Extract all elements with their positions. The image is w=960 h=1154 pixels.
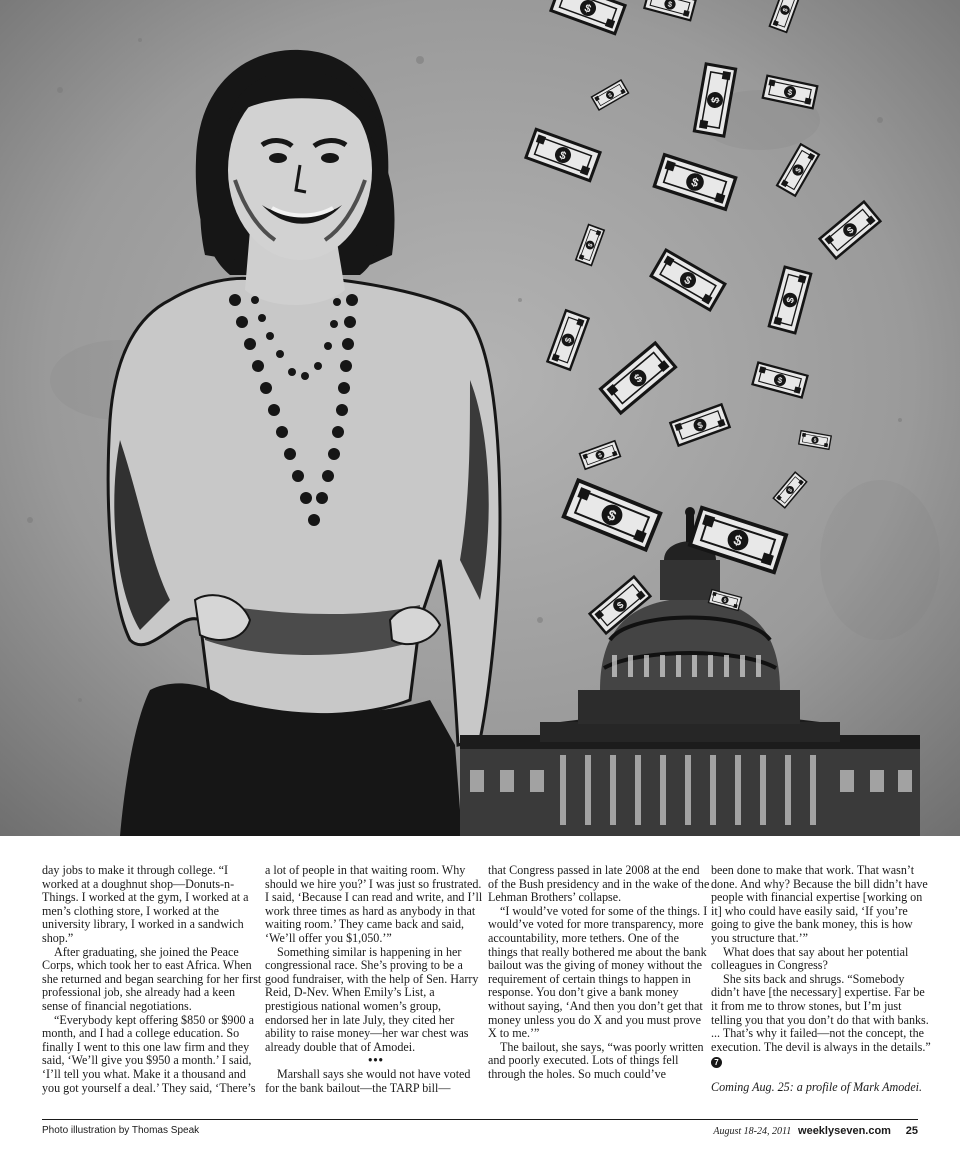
paragraph: “I would’ve voted for some of the things. I would’ve voted for more transparency, more accountability, more tethers. One of the things that really bothered me about the bank bailout was the giving of money without the requirement of certain things to happen in response. You don’t give a bank money without saying, ‘And then you don’t get that money unless you do X and you must prove X to me.’” [488, 903, 708, 1041]
photo-credit: Photo illustration by Thomas Speak [42, 1125, 200, 1136]
footer-folio [713, 1125, 918, 1137]
paragraph: been done to make that work. That wasn’t done. And why? Because the bill didn’t have people with financial expertise [working on it] who could have easily said, ‘If you’re going to give the bank money, this is how you structure that.’” [711, 863, 928, 945]
paragraph: that Congress passed in late 2008 at the end of the Bush presidency and in the wake of the Lehman Brothers’ collapse. [488, 863, 710, 905]
article-body [0, 864, 960, 1104]
issue-date: August 18-24, 2011 [713, 1126, 792, 1137]
footer-rule [42, 1119, 918, 1120]
section-separator: ••• [368, 1053, 384, 1068]
paragraph: Something similar is happening in her congressional race. She’s proving to be a good fundraiser, with the help of Sen. Harry Reid, D-Nev. When Emily’s List, a prestigious national women’s group, endorsed her in late July, they cited her ability to raise money—her war chest was already double that of Amodei. [265, 944, 479, 1054]
article-column-1 [42, 864, 264, 1095]
paragraph: “Everybody kept offering $850 or $900 a month, and I had a college education. So finally I went to this one law firm and they said, ‘We’ll give you $950 a month.’ I said, ‘I’ll tell you what. Make it a thousand and you got yourself a deal.’ They said, ‘There’s [42, 1012, 256, 1095]
website-link[interactable]: weeklyseven.com [798, 1125, 891, 1137]
article-column-3 [488, 864, 710, 1082]
end-mark-icon: 7 [711, 1057, 722, 1068]
article-column-4 [711, 864, 933, 1095]
paragraph: day jobs to make it through college. “I worked at a doughnut shop—Donuts-n-Things. I worked at the gym, I worked at a men’s clothing store, I worked at the university library, I worked in a sandwich shop.” [42, 863, 249, 945]
page-footer [42, 1125, 918, 1141]
paragraph [711, 973, 933, 1069]
article-column-2 [265, 864, 487, 1095]
paragraph: Marshall says she would not have voted for the bank bailout—the TARP bill— [265, 1066, 471, 1095]
paragraph: a lot of people in that waiting room. Why should we hire you?’ I was just so frustrated. I said, ‘Because I can read and write, and I’ll work three times as hard as anybody in that waiting room.’ They came back and said, ‘We’ll offer you $1,050.’” [265, 863, 483, 945]
paragraph-text: She sits back and shrugs. “Somebody didn’t have [the necessary] expertise. Far be it from me to throw stones, but I’m just telling you that you don’t do that with banks. ... That’s why it failed—not the concept, the execution. The devil is always in the details.” [711, 971, 931, 1054]
next-issue-teaser: Coming Aug. 25: a profile of Mark Amodei. [711, 1080, 923, 1095]
paragraph: The bailout, she says, “was poorly written and poorly executed. Lots of things fell through the holes. So much could’ve [488, 1039, 704, 1081]
paragraph: What does that say about her potential colleagues in Congress? [711, 944, 909, 973]
paragraph: After graduating, she joined the Peace Corps, which took her to east Africa. When she returned and began searching for her first professional job, she already had a keen sense of financial negotiations. [42, 944, 262, 1013]
page-number: 25 [905, 1125, 918, 1137]
